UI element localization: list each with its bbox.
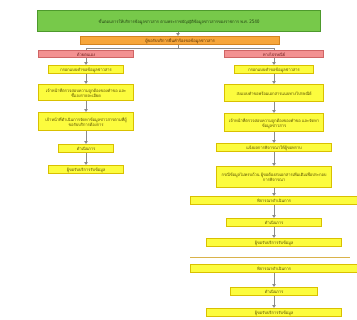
right-step-5-label: กรณีข้อมูลไม่ครบถ้วน ผู้ขอต้องส่งเอกสารเพิ่มเติมเพื่อประกอบการพิจารณา bbox=[221, 172, 327, 182]
left-step-4-label: ดำเนินการ bbox=[76, 146, 96, 151]
right-step-3 bbox=[224, 113, 324, 132]
right-step-4-label: แจ้งผลการพิจารณาให้ผู้ขอทราบ bbox=[246, 145, 302, 150]
request-label: ผู้ขอรับบริการยื่นคำร้องขอข้อมูลข่าวสาร bbox=[145, 38, 215, 43]
section-divider bbox=[190, 257, 350, 258]
right-step-3-label: เจ้าหน้าที่ตรวจสอบความถูกต้องของคำขอ และจัดหาข้อมูลข่าวสาร bbox=[229, 117, 319, 128]
left-step-3 bbox=[38, 112, 134, 131]
right-step-9-label: พิจารณาดำเนินการ bbox=[257, 266, 291, 271]
right-step-4 bbox=[216, 143, 332, 152]
right-step-11 bbox=[206, 308, 342, 317]
right-step-11-label: ผู้ขอรับบริการรับข้อมูล bbox=[254, 310, 294, 315]
right-step-6-label: พิจารณาดำเนินการ bbox=[257, 198, 291, 203]
flowchart-title-box bbox=[37, 10, 321, 32]
right-step-6 bbox=[190, 196, 357, 205]
branch-left-label: ด้วยตนเอง bbox=[76, 51, 96, 57]
right-step-1 bbox=[234, 65, 314, 74]
left-step-1-label: กรอกแบบคำขอข้อมูลข่าวสาร bbox=[60, 67, 112, 72]
right-step-7-label: ดำเนินการ bbox=[264, 220, 284, 225]
right-step-2-label: ส่งแบบคำขอพร้อมเอกสารแนบทางไปรษณีย์ bbox=[236, 90, 312, 96]
left-step-5 bbox=[48, 165, 124, 174]
right-step-1-label: กรอกแบบคำขอข้อมูลข่าวสาร bbox=[248, 67, 300, 72]
right-step-8-label: ผู้ขอรับบริการรับข้อมูล bbox=[254, 240, 294, 245]
left-step-1 bbox=[48, 65, 124, 74]
left-step-5-label: ผู้ขอรับบริการรับข้อมูล bbox=[66, 167, 106, 172]
right-step-9 bbox=[190, 264, 357, 273]
branch-right-label: ทางไปรษณีย์ bbox=[262, 51, 286, 57]
left-step-2-label: เจ้าหน้าที่ตรวจสอบความถูกต้องของคำขอ และชี้แจงรายละเอียด bbox=[45, 87, 127, 98]
connector-line bbox=[86, 48, 274, 49]
left-step-4 bbox=[58, 144, 114, 153]
flowchart-title: ขั้นตอนการให้บริการข้อมูลข่าวสาร ตามพระราชบัญญัติข้อมูลข่าวสารของราชการ พ.ศ. 2540 bbox=[98, 18, 260, 24]
right-step-2 bbox=[224, 84, 324, 102]
left-step-3-label: เจ้าหน้าที่ดำเนินการจัดหาข้อมูลข่าวสารตามที่ผู้ขอรับบริการต้องการ bbox=[45, 116, 127, 127]
branch-left-label-box bbox=[38, 50, 134, 58]
right-step-10-label: ดำเนินการ bbox=[264, 289, 284, 294]
request-box bbox=[80, 36, 280, 45]
right-step-10 bbox=[230, 287, 318, 296]
branch-right-label-box bbox=[224, 50, 324, 58]
left-step-2 bbox=[38, 84, 134, 101]
right-step-5 bbox=[216, 166, 332, 188]
right-step-8 bbox=[206, 238, 342, 247]
right-step-7 bbox=[226, 218, 322, 227]
